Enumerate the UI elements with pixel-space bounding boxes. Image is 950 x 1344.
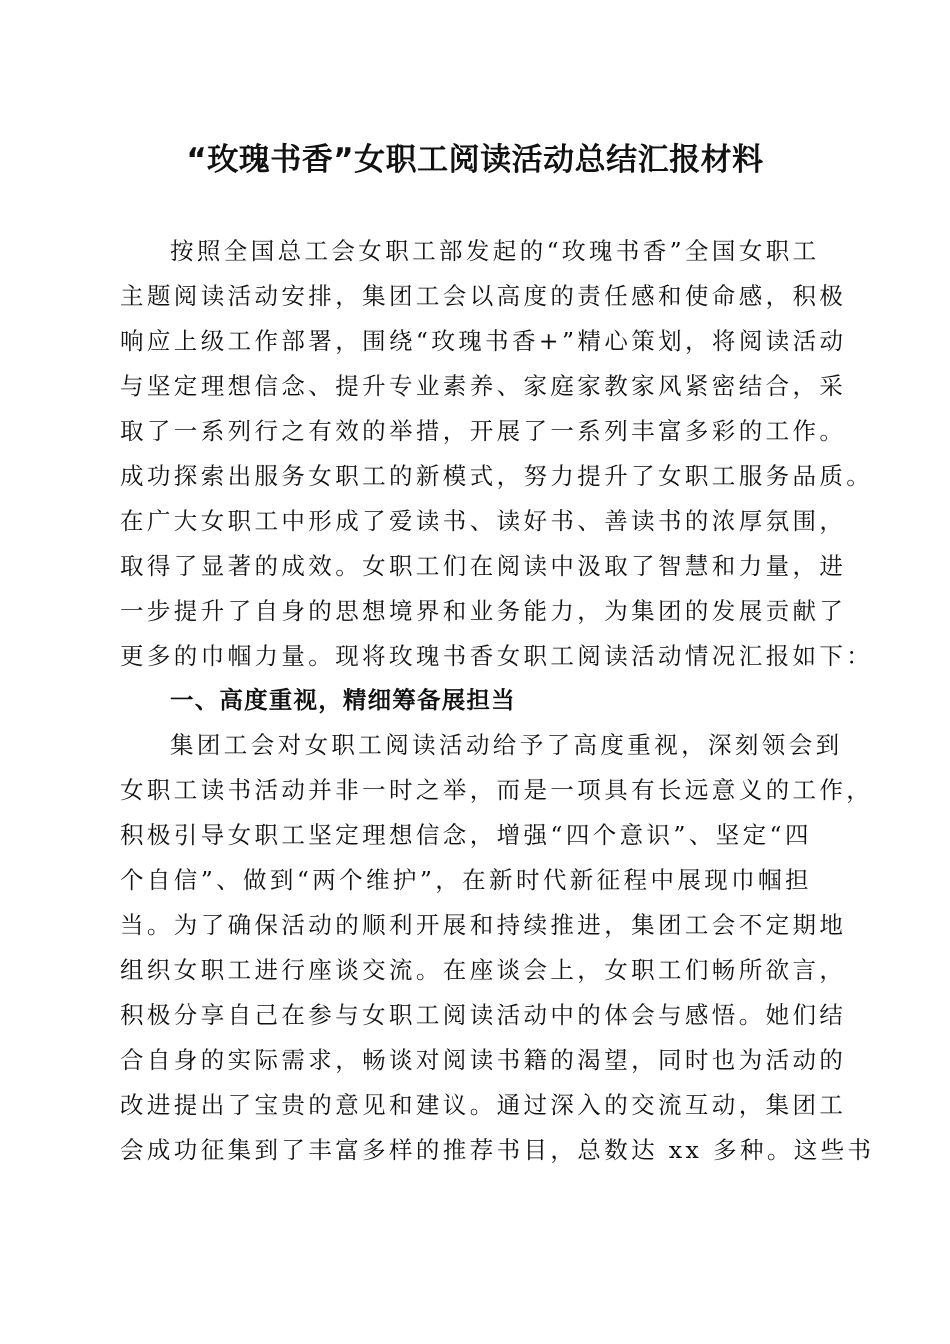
paragraph-2-line-8: 合自身的实际需求，畅谈对阅读书籍的渴望，同时也为活动的	[120, 1046, 847, 1074]
document-title: “玫瑰书香”女职工阅读活动总结汇报材料	[186, 142, 764, 178]
paragraph-1-line-6: 成功探索出服务女职工的新模式，努力提升了女职工服务品质。	[120, 462, 874, 490]
paragraph-2-line-10: 会成功征集到了丰富多样的推荐书目，总数达 xx 多种。这些书	[120, 1136, 875, 1164]
paragraph-2-line-5: 当。为了确保活动的顺利开展和持续推进，集团工会不定期地	[120, 911, 847, 939]
paragraph-1-line-2: 主题阅读活动安排，集团工会以高度的责任感和使命感，积极	[120, 282, 847, 310]
paragraph-1-line-7: 在广大女职工中形成了爱读书、读好书、善读书的浓厚氛围，	[120, 507, 847, 535]
paragraph-1-line-3: 响应上级工作部署，围绕“玫瑰书香+”精心策划，将阅读活动	[120, 327, 847, 355]
paragraph-2-line-7: 积极分享自己在参与女职工阅读活动中的体会与感悟。她们结	[120, 1001, 847, 1029]
paragraph-1-line-9: 一步提升了自身的思想境界和业务能力，为集团的发展贡献了	[120, 597, 847, 625]
paragraph-1-line-4: 与坚定理想信念、提升专业素养、家庭家教家风紧密结合，采	[120, 372, 847, 400]
paragraph-2-line-6: 组织女职工进行座谈交流。在座谈会上，女职工们畅所欲言，	[120, 956, 847, 984]
paragraph-1-line-10: 更多的巾帼力量。现将玫瑰书香女职工阅读活动情况汇报如下：	[120, 642, 874, 670]
paragraph-1-line-8: 取得了显著的成效。女职工们在阅读中汲取了智慧和力量，进	[120, 552, 847, 580]
section-1-heading: 一、高度重视，精细筹备展担当	[170, 686, 516, 714]
paragraph-2-line-3: 积极引导女职工坚定理想信念，增强“四个意识”、坚定“四	[120, 821, 812, 849]
paragraph-1-line-5: 取了一系列行之有效的举措，开展了一系列丰富多彩的工作。	[120, 417, 847, 445]
paragraph-2-line-9: 改进提出了宝贵的意见和建议。通过深入的交流互动，集团工	[120, 1091, 847, 1119]
paragraph-2-line-4: 个自信”、做到“两个维护”，在新时代新征程中展现巾帼担	[120, 866, 812, 894]
paragraph-1-line-1: 按照全国总工会女职工部发起的“玫瑰书香”全国女职工	[170, 237, 820, 265]
paragraph-2-line-1: 集团工会对女职工阅读活动给予了高度重视，深刻领会到	[170, 731, 843, 759]
paragraph-2-line-2: 女职工读书活动并非一时之举，而是一项具有长远意义的工作，	[120, 776, 874, 804]
